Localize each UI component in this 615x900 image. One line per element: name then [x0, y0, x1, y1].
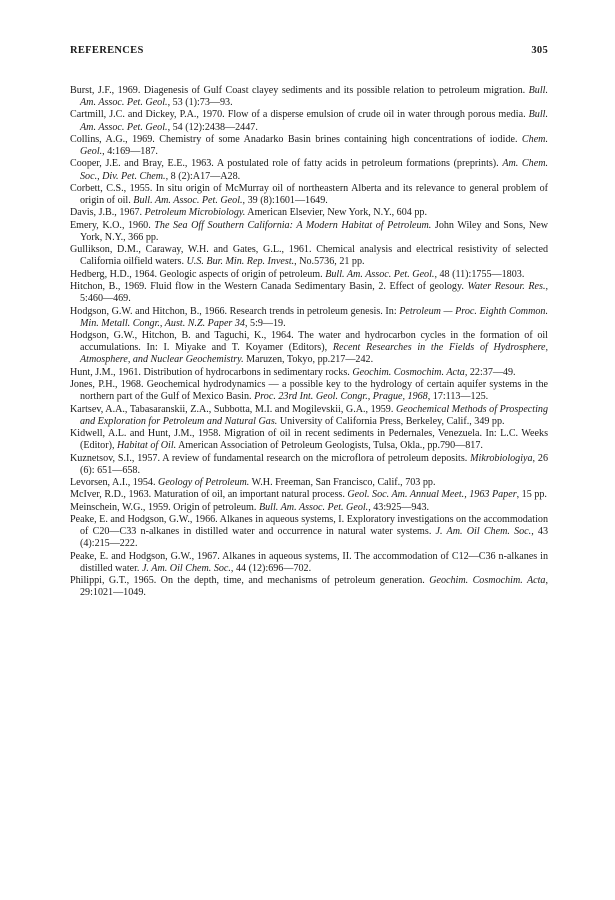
- reference-details: , 43:925—943.: [368, 501, 430, 513]
- reference-source: Am. Chem. Soc., Div. Pet. Chem.: [80, 158, 549, 182]
- reference-text: Jones, P.H., 1968. Geochemical hydrodynamics — a possible key to the hydrology of certain aquifer systems in the northern part of the Gulf of Mexico Basin.: [70, 379, 548, 403]
- reference-source: Bull. Am. Assoc. Pet. Geol.: [133, 195, 243, 207]
- reference-source: Bull. Am. Assoc. Pet. Geol.: [80, 85, 548, 109]
- reference-details: , 39 (8):1601—1649.: [242, 195, 328, 207]
- reference-text: Hedberg, H.D., 1964. Geologic aspects of origin of petroleum.: [70, 268, 326, 280]
- reference-text: Peake, E. and Hodgson, G.W., 1967. Alkanes in aqueous systems, II. The accommodation of C12—C36 n-alkanes in distilled water.: [70, 550, 548, 574]
- reference-details: , 17:113—125.: [427, 391, 489, 403]
- reference-entry: [70, 428, 548, 452]
- reference-entry: [70, 367, 548, 379]
- reference-entry: [70, 575, 548, 599]
- reference-entry: [70, 207, 548, 219]
- reference-entry: [70, 269, 548, 281]
- reference-entry: [70, 281, 548, 305]
- reference-source: Mikrobiologiya: [470, 452, 533, 464]
- reference-text: Hodgson, G.W. and Hitchon, B., 1966. Research trends in petroleum genesis. In:: [70, 305, 400, 317]
- reference-details: , 29:1021—1049.: [80, 575, 549, 599]
- reference-source: Recent Researches in the Fields of Hydrosphere, Atmosphere, and Nuclear Geochemistry.: [80, 342, 548, 366]
- reference-text: Davis, J.B., 1967.: [70, 207, 145, 219]
- reference-entry: [70, 330, 548, 366]
- reference-details: , 44 (12):696—702.: [230, 562, 312, 574]
- reference-text: Emery, K.O., 1960.: [70, 219, 155, 231]
- reference-details: , 15 pp.: [516, 489, 547, 501]
- reference-details: American Association of Petroleum Geologists, Tulsa, Okla., pp.790—817.: [176, 440, 483, 452]
- page-number: 305: [531, 45, 548, 56]
- reference-source: Petroleum Microbiology.: [144, 207, 246, 219]
- reference-source: Geochemical Methods of Prospecting and Exploration for Petroleum and Natural Gas.: [80, 403, 548, 427]
- reference-text: Kidwell, A.L. and Hunt, J.M., 1958. Migration of oil in recent sediments in Pedernales, Venezuela. In: L.C. Weeks (Editor),: [70, 428, 548, 452]
- reference-details: , 48 (11):1755—1803.: [434, 268, 525, 280]
- reference-entry: [70, 489, 548, 501]
- reference-source: Geochim. Cosmochim. Acta: [429, 575, 546, 587]
- reference-source: Bull. Am. Assoc. Pet. Geol.: [80, 109, 548, 133]
- reference-details: , 5:460—469.: [80, 281, 548, 305]
- reference-details: , 26 (6): 651—658.: [80, 452, 549, 476]
- reference-source: U.S. Bur. Min. Rep. Invest.: [186, 256, 295, 268]
- reference-text: Corbett, C.S., 1955. In situ origin of McMurray oil of northeastern Alberta and its relevance to general problem of origin of oil.: [70, 182, 548, 207]
- reference-text: Kartsev, A.A., Tabasaranskii, Z.A., Subbotta, M.I. and Mogilevskii, G.A., 1959.: [70, 403, 396, 415]
- reference-list: [70, 85, 548, 600]
- reference-text: Levorsen, A.I., 1954.: [70, 477, 159, 489]
- reference-text: Burst, J.F., 1969. Diagenesis of Gulf Coast clayey sediments and its possible relation to petroleum migration.: [70, 85, 529, 96]
- reference-details: University of California Press, Berkeley, Calif., 349 pp.: [277, 415, 505, 427]
- reference-entry: [70, 306, 548, 330]
- reference-entry: [70, 379, 548, 403]
- reference-entry: [70, 134, 548, 158]
- reference-details: , 4:169—187.: [102, 146, 158, 158]
- reference-text: Philippi, G.T., 1965. On the depth, time, and mechanisms of petroleum generation.: [70, 575, 430, 587]
- reference-text: Hodgson, G.W., Hitchon, B. and Taguchi, K., 1964. The water and hydrocarbon cycles in the formation of oil accumulations. In: I. Miyake and T. Koyamer (Editors),: [70, 330, 548, 354]
- reference-text: Kuznetsov, S.I., 1957. A review of fundamental research on the microflora of petroleum deposits.: [70, 452, 471, 464]
- reference-entry: [70, 453, 548, 477]
- reference-details: , No.5736, 21 pp.: [294, 256, 365, 268]
- reference-details: , 8 (2):A17—A28.: [165, 170, 241, 182]
- reference-details: , 5:9—19.: [244, 317, 286, 329]
- reference-entry: [70, 477, 548, 489]
- reference-source: The Sea Off Southern California: A Modern Habitat of Petroleum.: [154, 219, 432, 231]
- reference-details: Maruzen, Tokyo, pp.217—242.: [243, 354, 374, 366]
- reference-text: Gullikson, D.M., Caraway, W.H. and Gates, G.L., 1961. Chemical analysis and electrical resistivity of selected California oilfield waters.: [70, 244, 548, 268]
- page-header: [70, 45, 548, 59]
- reference-entry: [70, 85, 548, 109]
- reference-source: Proc. 23rd Int. Geol. Congr., Prague, 1968: [254, 391, 428, 403]
- reference-source: Geol. Soc. Am. Annual Meet., 1963 Paper: [347, 489, 517, 501]
- reference-text: McIver, R.D., 1963. Maturation of oil, an important natural process.: [70, 489, 348, 501]
- reference-source: Water Resour. Res.: [467, 281, 546, 293]
- reference-details: , 43 (4):215—222.: [80, 526, 548, 550]
- reference-source: J. Am. Oil Chem. Soc.: [141, 562, 231, 574]
- reference-source: Bull. Am. Assoc. Pet. Geol.: [258, 501, 369, 513]
- reference-entry: [70, 109, 548, 133]
- reference-entry: [70, 220, 548, 244]
- reference-details: , 54 (12):2438—2447.: [167, 121, 258, 133]
- reference-text: Hunt, J.M., 1961. Distribution of hydrocarbons in sedimentary rocks.: [70, 366, 353, 378]
- reference-text: Cartmill, J.C. and Dickey, P.A., 1970. Flow of a disperse emulsion of crude oil in water through porous media.: [70, 109, 529, 121]
- reference-source: Habitat of Oil.: [117, 440, 177, 452]
- reference-entry: [70, 502, 548, 514]
- reference-text: Hitchon, B., 1969. Fluid flow in the Western Canada Sedimentary Basin, 2. Effect of geology.: [70, 281, 468, 293]
- reference-entry: [70, 404, 548, 428]
- reference-entry: [70, 244, 548, 268]
- reference-details: John Wiley and Sons, New York, N.Y., 366 pp.: [80, 219, 549, 243]
- reference-source: Geology of Petroleum.: [158, 477, 250, 489]
- reference-source: Geochim. Cosmochim. Acta: [352, 366, 465, 378]
- reference-text: Peake, E. and Hodgson, G.W., 1966. Alkanes in aqueous systems, I. Exploratory investigations on the accommodation of C20—C33 n-alkanes in distilled water and occurrence in natural water systems.: [70, 514, 548, 538]
- reference-entry: [70, 551, 548, 575]
- reference-details: , 53 (1):73—93.: [167, 97, 233, 109]
- reference-details: American Elsevier, New York, N.Y., 604 pp.: [245, 207, 427, 219]
- reference-entry: [70, 158, 548, 182]
- reference-source: Petroleum — Proc. Eighth Common. Min. Metall. Congr., Aust. N.Z. Paper 34: [80, 305, 548, 329]
- reference-text: Meinschein, W.G., 1959. Origin of petroleum.: [70, 501, 259, 513]
- reference-details: W.H. Freeman, San Francisco, Calif., 703 pp.: [249, 477, 436, 489]
- reference-entry: [70, 514, 548, 550]
- reference-source: Chem. Geol.: [80, 133, 548, 158]
- reference-details: , 22:37—49.: [464, 366, 516, 378]
- running-title: REFERENCES: [70, 45, 144, 56]
- reference-text: Cooper, J.E. and Bray, E.E., 1963. A postulated role of fatty acids in petroleum formations (preprints).: [70, 158, 503, 170]
- reference-text: Collins, A.G., 1969. Chemistry of some Anadarko Basin brines containing high concentrations of iodide.: [70, 133, 522, 145]
- reference-source: Bull. Am. Assoc. Pet. Geol.: [325, 268, 435, 280]
- reference-entry: [70, 183, 548, 207]
- reference-source: J. Am. Oil Chem. Soc.: [435, 526, 532, 538]
